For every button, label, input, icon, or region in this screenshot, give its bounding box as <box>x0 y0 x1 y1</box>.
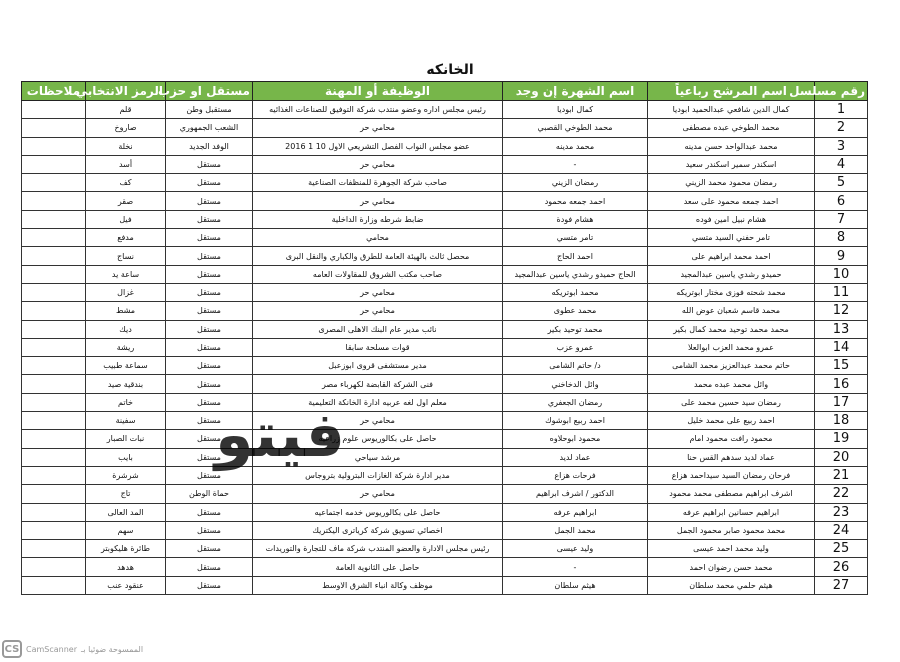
occupation-cell: محامي حر <box>253 302 503 320</box>
symbol-cell: أسد <box>86 155 166 173</box>
symbol-cell: نخلة <box>86 137 166 155</box>
table-row <box>22 466 868 484</box>
occupation-cell: نائب مدير عام البنك الاهلى المصرى <box>253 320 503 338</box>
notes-cell <box>22 540 86 558</box>
symbol-cell: صاروخ <box>86 119 166 137</box>
affiliation-cell: مستقل <box>166 558 253 576</box>
occupation-cell: ضابط شرطه وزارة الداخلية <box>253 210 503 228</box>
candidate-name-cell: ابراهيم حسانين ابراهيم عرفه <box>648 503 815 521</box>
table-row <box>22 576 868 594</box>
serial-cell: 4 <box>815 155 868 173</box>
symbol-cell: هدهد <box>86 558 166 576</box>
notes-cell <box>22 265 86 283</box>
affiliation-cell: مستقل <box>166 466 253 484</box>
affiliation-cell: مستقل <box>166 338 253 356</box>
affiliation-cell: مستقل <box>166 540 253 558</box>
candidate-name-cell: تامر حفني السيد متسي <box>648 229 815 247</box>
occupation-cell: مدير مستشفى قروى ابوزعبل <box>253 357 503 375</box>
candidate-name-cell: اشرف ابراهيم مصطفى محمد محمود <box>648 485 815 503</box>
affiliation-cell: مستقل <box>166 302 253 320</box>
candidate-name-cell: محمد محمود صابر محمود الجمل <box>648 521 815 539</box>
candidate-name-cell: حاتم محمد عبدالعزيز محمد الشامى <box>648 357 815 375</box>
notes-cell <box>22 174 86 192</box>
table-row <box>22 338 868 356</box>
occupation-cell: محامي حر <box>253 192 503 210</box>
occupation-cell: موظف وكالة انباء الشرق الاوسط <box>253 576 503 594</box>
affiliation-cell: الوفد الجديد <box>166 137 253 155</box>
table-row <box>22 174 868 192</box>
symbol-cell: قلم <box>86 101 166 119</box>
occupation-cell: محامي حر <box>253 485 503 503</box>
nickname-cell: - <box>503 558 648 576</box>
table-row <box>22 448 868 466</box>
serial-cell: 27 <box>815 576 868 594</box>
candidates-table <box>21 81 868 595</box>
candidate-name-cell: احمد جمعه محمود على سعد <box>648 192 815 210</box>
notes-cell <box>22 302 86 320</box>
affiliation-cell: مستقل <box>166 576 253 594</box>
serial-cell: 26 <box>815 558 868 576</box>
occupation-cell: قوات مسلحة سابقا <box>253 338 503 356</box>
occupation-cell: مرشد سياحي <box>253 448 503 466</box>
symbol-cell: ريشة <box>86 338 166 356</box>
camscanner-logo-icon: CS <box>2 640 22 658</box>
symbol-cell: بندقية صيد <box>86 375 166 393</box>
column-header: الوظيفة أو المهنة <box>253 82 503 101</box>
notes-cell <box>22 448 86 466</box>
symbol-cell: بايب <box>86 448 166 466</box>
candidate-name-cell: كمال الدين شافعي عبدالحميد ابوديا <box>648 101 815 119</box>
nickname-cell: محمد الطوخي القصبي <box>503 119 648 137</box>
serial-cell: 23 <box>815 503 868 521</box>
candidate-name-cell: محمد قاسم شعبان عوض الله <box>648 302 815 320</box>
symbol-cell: تاج <box>86 485 166 503</box>
symbol-cell: ساعة يد <box>86 265 166 283</box>
nickname-cell: احمد الحاج <box>503 247 648 265</box>
candidate-name-cell: محمد شحته فوزى مختار ابوتريكه <box>648 283 815 301</box>
candidate-name-cell: محمد الطوخي عبده مصطفى <box>648 119 815 137</box>
notes-cell <box>22 430 86 448</box>
serial-cell: 20 <box>815 448 868 466</box>
affiliation-cell: مستقل <box>166 393 253 411</box>
serial-cell: 7 <box>815 210 868 228</box>
table-row <box>22 119 868 137</box>
table-body <box>22 101 868 595</box>
affiliation-cell: مستقل <box>166 247 253 265</box>
notes-cell <box>22 521 86 539</box>
notes-cell <box>22 229 86 247</box>
serial-cell: 12 <box>815 302 868 320</box>
occupation-cell: فنى الشركة القابضة لكهرباء مصر <box>253 375 503 393</box>
table-row <box>22 558 868 576</box>
symbol-cell: مشط <box>86 302 166 320</box>
occupation-cell: محامي حر <box>253 155 503 173</box>
candidate-name-cell: احمد ربيع على محمد خليل <box>648 412 815 430</box>
serial-cell: 3 <box>815 137 868 155</box>
affiliation-cell: مستقل <box>166 503 253 521</box>
nickname-cell: كمال ابوديا <box>503 101 648 119</box>
occupation-cell: صاحب شركة الجوهرة للمنظفات الصناعية <box>253 174 503 192</box>
notes-cell <box>22 357 86 375</box>
table-row <box>22 283 868 301</box>
symbol-cell: صقر <box>86 192 166 210</box>
notes-cell <box>22 576 86 594</box>
notes-cell <box>22 283 86 301</box>
affiliation-cell: الشعب الجمهوري <box>166 119 253 137</box>
nickname-cell: محمد توحيد بكير <box>503 320 648 338</box>
nickname-cell: محمد ابوتريكه <box>503 283 648 301</box>
nickname-cell: تامر متسي <box>503 229 648 247</box>
occupation-cell: رئيس مجلس اداره وعضو منتدب شركة التوفيق للصناعات الغذائيه <box>253 101 503 119</box>
table-row <box>22 155 868 173</box>
serial-cell: 16 <box>815 375 868 393</box>
serial-cell: 24 <box>815 521 868 539</box>
nickname-cell: محمد عطوى <box>503 302 648 320</box>
candidate-name-cell: وليد محمد احمد عيسى <box>648 540 815 558</box>
affiliation-cell: مستقل <box>166 375 253 393</box>
table-row <box>22 375 868 393</box>
candidate-name-cell: عماد لديد سدهم القس حنا <box>648 448 815 466</box>
column-header: اسم الشهرة إن وجد <box>503 82 648 101</box>
occupation-cell: مدير ادارة شركة الغازات البترولية بتروجاس <box>253 466 503 484</box>
camscanner-label: CamScanner <box>26 644 78 654</box>
symbol-cell: سماعة طبيب <box>86 357 166 375</box>
candidate-name-cell: هشام نبيل امين فوده <box>648 210 815 228</box>
symbol-cell: غزال <box>86 283 166 301</box>
serial-cell: 17 <box>815 393 868 411</box>
nickname-cell: احمد جمعه محمود <box>503 192 648 210</box>
nickname-cell: احمد ربيع ابوشوك <box>503 412 648 430</box>
candidate-name-cell: احمد محمد ابراهيم على <box>648 247 815 265</box>
nickname-cell: محمد مدينه <box>503 137 648 155</box>
table-row <box>22 357 868 375</box>
notes-cell <box>22 393 86 411</box>
notes-cell <box>22 155 86 173</box>
affiliation-cell: مستقل <box>166 521 253 539</box>
symbol-cell: سهم <box>86 521 166 539</box>
table-row <box>22 302 868 320</box>
camscanner-caption: الممسوحة ضوئيا بـ <box>81 644 144 654</box>
serial-cell: 10 <box>815 265 868 283</box>
table-row <box>22 503 868 521</box>
nickname-cell: عماد لديد <box>503 448 648 466</box>
notes-cell <box>22 412 86 430</box>
table-row <box>22 229 868 247</box>
occupation-cell: معلم اول لغه عربيه ادارة الخانكة التعليمية <box>253 393 503 411</box>
camscanner-footer <box>2 640 143 658</box>
nickname-cell: د/ حاتم الشامى <box>503 357 648 375</box>
affiliation-cell: مستقل <box>166 412 253 430</box>
notes-cell <box>22 119 86 137</box>
symbol-cell: المد العالى <box>86 503 166 521</box>
affiliation-cell: مستقل <box>166 320 253 338</box>
symbol-cell: فيل <box>86 210 166 228</box>
occupation-cell: محامي حر <box>253 119 503 137</box>
affiliation-cell: مستقل <box>166 448 253 466</box>
table-row <box>22 521 868 539</box>
candidate-name-cell: حميدو رشدي ياسين عبدالمجيد <box>648 265 815 283</box>
occupation-cell: محامي <box>253 229 503 247</box>
table-row <box>22 540 868 558</box>
symbol-cell: كف <box>86 174 166 192</box>
affiliation-cell: مستقل <box>166 357 253 375</box>
serial-cell: 6 <box>815 192 868 210</box>
table-row <box>22 320 868 338</box>
notes-cell <box>22 101 86 119</box>
occupation-cell: عضو مجلس النواب الفصل التشريعي الاول 10 1 2016 <box>253 137 503 155</box>
nickname-cell: وائل الدخاخني <box>503 375 648 393</box>
nickname-cell: الدكتور / اشرف ابراهيم <box>503 485 648 503</box>
nickname-cell: هشام فودة <box>503 210 648 228</box>
affiliation-cell: مستقل <box>166 283 253 301</box>
candidate-name-cell: محمد محمد توحيد محمد كمال بكير <box>648 320 815 338</box>
serial-cell: 19 <box>815 430 868 448</box>
nickname-cell: عمرو عزب <box>503 338 648 356</box>
notes-cell <box>22 338 86 356</box>
table-row <box>22 210 868 228</box>
serial-cell: 15 <box>815 357 868 375</box>
symbol-cell: سفينة <box>86 412 166 430</box>
affiliation-cell: مستقل <box>166 192 253 210</box>
candidate-name-cell: محمد حسن رضوان احمد <box>648 558 815 576</box>
symbol-cell: خاتم <box>86 393 166 411</box>
column-header: رقم مسلسل <box>815 82 868 101</box>
serial-cell: 18 <box>815 412 868 430</box>
occupation-cell: رئيس مجلس الادارة والعضو المنتدب شركة ماف للتجارة والتوريدات <box>253 540 503 558</box>
candidate-name-cell: محمد عبدالواحد حسن مدينه <box>648 137 815 155</box>
notes-cell <box>22 503 86 521</box>
notes-cell <box>22 137 86 155</box>
notes-cell <box>22 192 86 210</box>
candidate-name-cell: محمود رافت محمود امام <box>648 430 815 448</box>
notes-cell <box>22 320 86 338</box>
notes-cell <box>22 375 86 393</box>
affiliation-cell: مستقل <box>166 210 253 228</box>
occupation-cell: صاحب مكتب الشروق للمقاولات العامه <box>253 265 503 283</box>
nickname-cell: ابراهيم عرفه <box>503 503 648 521</box>
notes-cell <box>22 558 86 576</box>
candidate-name-cell: اسكندر سمير اسكندر سعيد <box>648 155 815 173</box>
page-title: الخانكه <box>426 62 474 78</box>
column-header: مستقل او حزب <box>166 82 253 101</box>
occupation-cell: محامي حر <box>253 283 503 301</box>
occupation-cell: حاصل على الثانوية العامة <box>253 558 503 576</box>
candidate-name-cell: رمضان محمود محمد الزيني <box>648 174 815 192</box>
nickname-cell: الحاج حميدو رشدي ياسين عبدالمجيد <box>503 265 648 283</box>
occupation-cell: حاصل على بكالوريوس خدمه اجتماعيه <box>253 503 503 521</box>
affiliation-cell: مستقل <box>166 229 253 247</box>
symbol-cell: نساج <box>86 247 166 265</box>
nickname-cell: رمضان الجعفري <box>503 393 648 411</box>
affiliation-cell: مستقل <box>166 174 253 192</box>
symbol-cell: ديك <box>86 320 166 338</box>
serial-cell: 9 <box>815 247 868 265</box>
column-header: الرمز الانتخابي <box>86 82 166 101</box>
affiliation-cell: مستقل <box>166 430 253 448</box>
symbol-cell: نبات الصبار <box>86 430 166 448</box>
occupation-cell: محامي حر <box>253 412 503 430</box>
nickname-cell: فرحات هزاع <box>503 466 648 484</box>
column-header: اسم المرشح رباعياً <box>648 82 815 101</box>
candidate-name-cell: فرحان رمضان السيد سيداحمد هزاع <box>648 466 815 484</box>
symbol-cell: طائرة هليكوبتر <box>86 540 166 558</box>
table-row <box>22 101 868 119</box>
serial-cell: 8 <box>815 229 868 247</box>
symbol-cell: مدفع <box>86 229 166 247</box>
vito-watermark: فيتو <box>215 398 346 471</box>
affiliation-cell: حماة الوطن <box>166 485 253 503</box>
serial-cell: 21 <box>815 466 868 484</box>
serial-cell: 25 <box>815 540 868 558</box>
table-row <box>22 393 868 411</box>
notes-cell <box>22 247 86 265</box>
table-row <box>22 430 868 448</box>
table-row <box>22 412 868 430</box>
table-row <box>22 485 868 503</box>
notes-cell <box>22 466 86 484</box>
affiliation-cell: مستقل <box>166 155 253 173</box>
column-header: ملاحظات <box>22 82 86 101</box>
occupation-cell: محصل ثالث بالهيئة العامة للطرق والكباري والنقل البرى <box>253 247 503 265</box>
occupation-cell: اخصائي تسويق شركة كرياترى اليكتريك <box>253 521 503 539</box>
serial-cell: 13 <box>815 320 868 338</box>
symbol-cell: شرشرة <box>86 466 166 484</box>
symbol-cell: عنقود عنب <box>86 576 166 594</box>
nickname-cell: وليد عيسى <box>503 540 648 558</box>
serial-cell: 11 <box>815 283 868 301</box>
nickname-cell: محمود ابوحلاوه <box>503 430 648 448</box>
serial-cell: 1 <box>815 101 868 119</box>
table-row <box>22 247 868 265</box>
nickname-cell: هيثم سلطان <box>503 576 648 594</box>
serial-cell: 2 <box>815 119 868 137</box>
notes-cell <box>22 210 86 228</box>
candidate-name-cell: وائل محمد عبده محمد <box>648 375 815 393</box>
candidate-name-cell: هيثم حلمي محمد سلطان <box>648 576 815 594</box>
nickname-cell: رمضان الزيني <box>503 174 648 192</box>
serial-cell: 14 <box>815 338 868 356</box>
table-row <box>22 137 868 155</box>
nickname-cell: - <box>503 155 648 173</box>
serial-cell: 22 <box>815 485 868 503</box>
table-row <box>22 192 868 210</box>
notes-cell <box>22 485 86 503</box>
table-row <box>22 265 868 283</box>
candidate-name-cell: عمرو محمد العزب ابوالعلا <box>648 338 815 356</box>
affiliation-cell: مستقبل وطن <box>166 101 253 119</box>
affiliation-cell: مستقل <box>166 265 253 283</box>
candidate-name-cell: رمضان سيد حسين محمد على <box>648 393 815 411</box>
nickname-cell: محمد الجمل <box>503 521 648 539</box>
occupation-cell: حاصل على بكالوريوس علوم زراعيه <box>253 430 503 448</box>
table-header-row <box>22 82 868 101</box>
serial-cell: 5 <box>815 174 868 192</box>
